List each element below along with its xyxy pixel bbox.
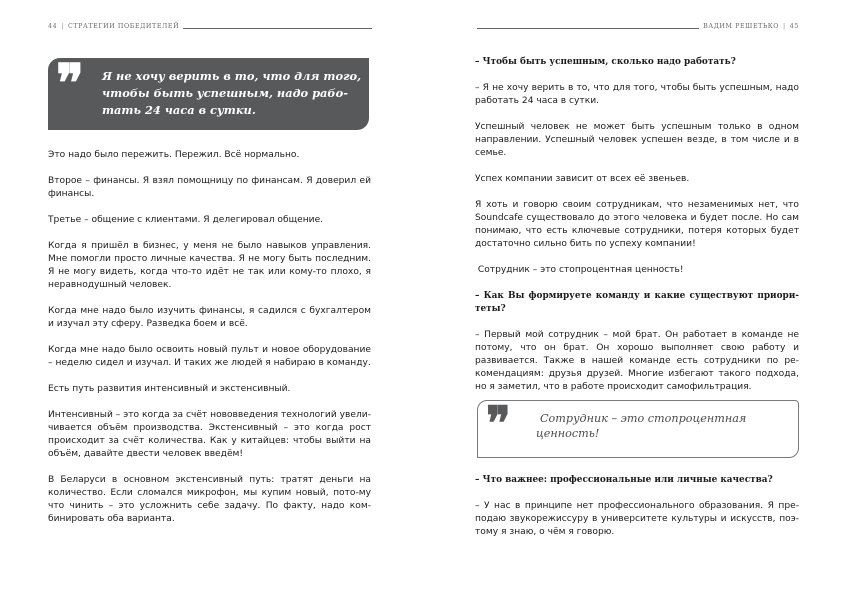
pull-quote-light bbox=[477, 396, 799, 458]
right-body-text bbox=[475, 56, 799, 407]
interview-answer: Я хоть и говорю своим сотрудникам, что незаменимых нет, что Soundcafe существовало до этого человека и будет после. Но сам понимаю, что есть ключевые сотрудники, потеря которых будет достаточно сильно бить по успеху компании! bbox=[475, 200, 799, 249]
right-body-text-lower bbox=[475, 474, 799, 552]
interview-answer: – Я не хочу верить в то, что для того, чтобы быть успешным, надо работать 24 часа в сутки. bbox=[475, 83, 799, 106]
paragraph: Это надо было пережить. Пережил. Всё нормально. bbox=[48, 150, 300, 160]
book-title: СТРАТЕГИИ ПОБЕДИТЕЛЕЙ bbox=[67, 23, 180, 30]
paragraph: Когда я пришёл в бизнес, у меня не было навыков управления. Мне помогли просто личные качества. Я не могу быть последним. Я не могу видеть, когда что-то идёт не так или кому-то плохо, я неравнодушный человек. bbox=[48, 241, 371, 290]
right-page bbox=[421, 0, 843, 593]
author-name: ВАДИМ РЕШЕТЬКО bbox=[703, 23, 780, 30]
pull-quote-line: ценность! bbox=[536, 427, 600, 440]
interview-answer: Успех компании зависит от всех её звеньев. bbox=[475, 174, 690, 184]
interview-question: – Чтобы быть успешным, сколько надо работать? bbox=[475, 57, 736, 67]
left-page bbox=[0, 0, 421, 593]
interview-answer: Сотрудник – это стопроцентная ценность! bbox=[475, 265, 684, 275]
quotation-mark-icon: ❞ bbox=[56, 53, 84, 114]
pull-quote-text bbox=[536, 411, 786, 441]
quotation-mark-icon: ❞ bbox=[486, 396, 511, 450]
left-body-text bbox=[48, 149, 371, 539]
interview-answer: – Первый мой сотрудник – мой брат. Он работает в команде не потому, что он брат. Он хорошо выполняет свою работу и развивается. Также в нашей команде есть сотрудники по ре-комендациям: друзья друзей. Многие избегают такого подхода, но я заметил, что в работе происходит самофильтрация. bbox=[475, 330, 799, 392]
interview-answer: Успешный человек не может быть успешным только в одном направлении. Успешный человек успешен везде, в том числе и в семье. bbox=[475, 122, 799, 158]
paragraph: Когда мне надо было изучить финансы, я садился с бухгалтером и изучал эту сферу. Разведка боем и всё. bbox=[48, 306, 371, 329]
paragraph: В Беларуси в основном экстенсивный путь: тратят деньги на количество. Если сломался микрофон, мы купим новый, пото-му что чинить – это усложнить себе задачу. По факту, надо ком-бинировать оба варианта. bbox=[48, 475, 371, 524]
paragraph: Интенсивный – это когда за счёт нововведения технологий увели-чивается объём производства. Экстенсивный – это когда рост происходит за счёт количества. Как у китайцев: чтобы выйти на объём, давайте двести человек введём! bbox=[48, 410, 371, 459]
interview-answer: – У нас в принципе нет профессионального образования. Я пре-подаю звукорежиссуру в университете культуры и искусств, поэ-тому я знаю, о чём я говорю. bbox=[475, 501, 799, 537]
running-head-rule bbox=[183, 28, 372, 29]
paragraph: Когда мне надо было освоить новый пульт и новое оборудование – неделю сидел и изучал. И таких же людей я набираю в команду. bbox=[48, 345, 371, 368]
running-head-left bbox=[48, 23, 372, 30]
page-number: 45 bbox=[789, 23, 799, 30]
page-number: 44 bbox=[48, 23, 58, 30]
running-head-rule bbox=[477, 28, 699, 29]
interview-question: – Как Вы формируете команду и какие существуют приори-теты? bbox=[475, 291, 799, 314]
pull-quote-dark bbox=[48, 53, 369, 130]
pull-quote-line: Сотрудник – это стопроцентная bbox=[540, 412, 747, 425]
paragraph: Третье – общение с клиентами. Я делегировал общение. bbox=[48, 215, 324, 225]
paragraph: Есть путь развития интенсивный и экстенсивный. bbox=[48, 384, 291, 394]
running-head-separator: | bbox=[783, 23, 786, 30]
running-head-separator: | bbox=[61, 23, 64, 30]
running-head-right bbox=[477, 23, 799, 30]
interview-question: – Что важнее: профессиональные или личные качества? bbox=[475, 475, 773, 485]
paragraph: Второе – финансы. Я взял помощницу по финансам. Я доверил ей финансы. bbox=[48, 176, 371, 199]
pull-quote-text: Я не хочу верить в то, что для того, чтобы быть успешным, надо рабо-тать 24 часа в сутки. bbox=[102, 69, 362, 117]
